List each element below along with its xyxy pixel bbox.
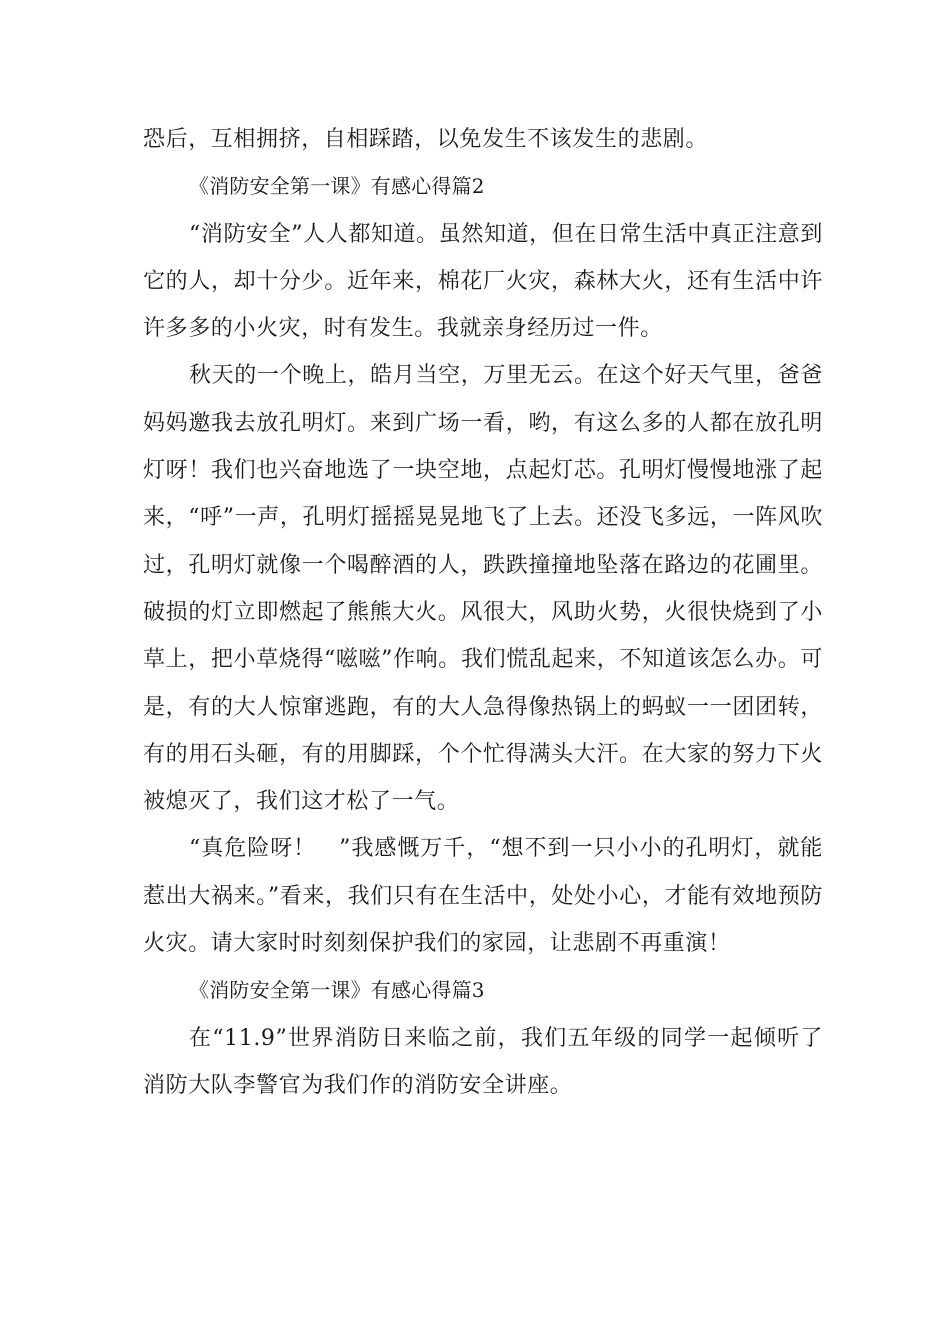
- section-heading-3: 《消防安全第一课》有感心得篇3: [189, 978, 485, 1003]
- section-heading-2: 《消防安全第一课》有感心得篇2: [189, 174, 485, 199]
- paragraph-reflection: “真危险呀！ ”我感慨万千，“想不到一只小小的孔明灯，就能惹出大祸来。”看来，我们只有在生活中，处处小心，才能有效地预防火灾。请大家时时刻刻保护我们的家园，让悲剧不再重演！: [143, 836, 823, 957]
- paragraph-continuation: 恐后，互相拥挤，自相踩踏，以免发生不该发生的悲剧。: [143, 127, 709, 152]
- paragraph-story: 秋天的一个晚上，皓月当空，万里无云。在这个好天气里，爸爸妈妈邀我去放孔明灯。来到广场一看，哟，有这么多的人都在放孔明灯呀！我们也兴奋地选了一块空地，点起灯芯。孔明灯慢慢地涨了起来，“呼”一声，孔明灯摇摇晃晃地飞了上去。还没飞多远，一阵风吹过，孔明灯就像一个喝醉酒的人，跌跌撞撞地坠落在路边的花圃里。破损的灯立即燃起了熊熊大火。风很大，风助火势，火很快烧到了小草上，把小草烧得“嗞嗞”作响。我们慌乱起来，不知道该怎么办。可是，有的大人惊窜逃跑，有的大人急得像热锅上的蚂蚁一一团团转，有的用石头砸，有的用脚踩，个个忙得满头大汗。在大家的努力下火被熄灭了，我们这才松了一气。: [143, 363, 823, 815]
- document-body: [143, 116, 823, 1109]
- paragraph-intro: “消防安全”人人都知道。虽然知道，但在日常生活中真正注意到它的人，却十分少。近年来，棉花厂火灾，森林大火，还有生活中许许多多的小火灾，时有发生。我就亲身经历过一件。: [143, 221, 823, 342]
- paragraph-lecture: 在“11.9”世界消防日来临之前，我们五年级的同学一起倾听了消防大队李警官为我们作的消防安全讲座。: [143, 1025, 823, 1098]
